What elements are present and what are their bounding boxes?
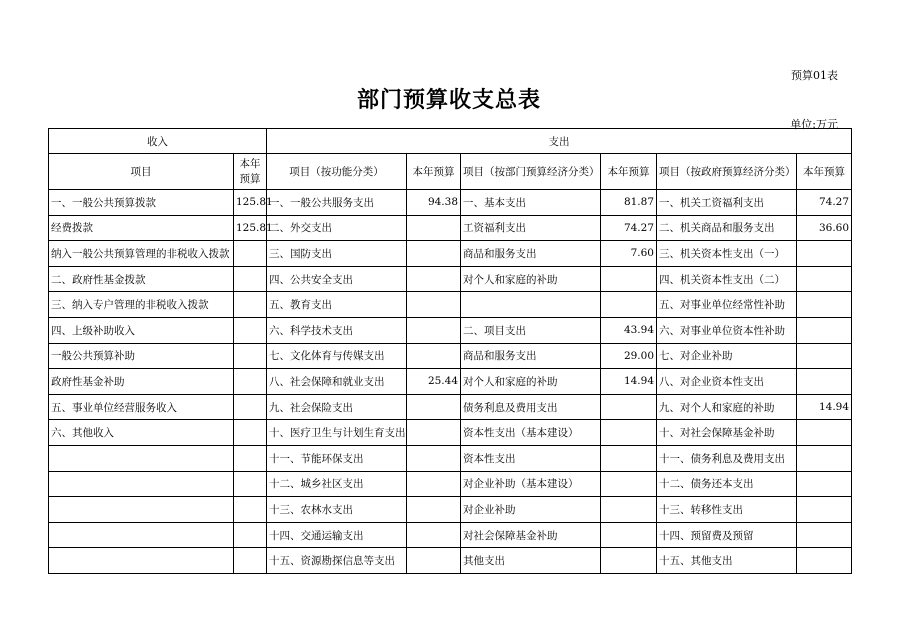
dept-item-cell (461, 292, 601, 318)
func-item-cell: 三、国防支出 (267, 241, 407, 267)
dept-item-cell: 对企业补助 (461, 497, 601, 523)
func-budget-cell (407, 420, 461, 446)
gov-item-cell: 十三、转移性支出 (657, 497, 797, 523)
table-row (49, 548, 852, 574)
gov-item-cell: 十一、债务利息及费用支出 (657, 445, 797, 471)
header-row-2 (49, 154, 852, 190)
dept-budget-cell: 74.27 (601, 215, 657, 241)
income-budget-cell (234, 394, 267, 420)
income-item-cell: 四、上级补助收入 (49, 317, 234, 343)
gov-budget-cell (797, 471, 852, 497)
gov-budget-cell (797, 369, 852, 395)
table-row (49, 317, 852, 343)
dept-item-header: 项目（按部门预算经济分类） (461, 154, 601, 190)
func-budget-cell (407, 548, 461, 574)
func-item-cell: 一、一般公共服务支出 (267, 190, 407, 216)
table-row (49, 215, 852, 241)
gov-item-cell: 五、对事业单位经常性补助 (657, 292, 797, 318)
table-row (49, 394, 852, 420)
income-budget-cell: 125.81 (234, 190, 267, 216)
table-row (49, 369, 852, 395)
func-item-cell: 七、文化体育与传媒支出 (267, 343, 407, 369)
gov-item-cell: 一、机关工资福利支出 (657, 190, 797, 216)
func-item-cell: 四、公共安全支出 (267, 266, 407, 292)
func-item-cell: 十二、城乡社区支出 (267, 471, 407, 497)
income-budget-cell (234, 292, 267, 318)
income-budget-cell (234, 471, 267, 497)
income-budget-cell (234, 445, 267, 471)
gov-item-cell: 七、对企业补助 (657, 343, 797, 369)
func-budget-cell (407, 445, 461, 471)
func-budget-cell (407, 292, 461, 318)
dept-budget-cell: 14.94 (601, 369, 657, 395)
income-item-cell: 政府性基金补助 (49, 369, 234, 395)
dept-budget-cell (601, 266, 657, 292)
func-budget-header: 本年预算 (407, 154, 461, 190)
func-budget-cell (407, 215, 461, 241)
dept-item-cell: 资本性支出（基本建设） (461, 420, 601, 446)
income-budget-header: 本年预算 (234, 154, 267, 190)
func-budget-cell: 25.44 (407, 369, 461, 395)
income-item-cell: 二、政府性基金拨款 (49, 266, 234, 292)
dept-budget-cell: 7.60 (601, 241, 657, 267)
func-item-cell: 二、外交支出 (267, 215, 407, 241)
dept-budget-cell (601, 497, 657, 523)
dept-item-cell: 一、基本支出 (461, 190, 601, 216)
dept-item-cell: 二、项目支出 (461, 317, 601, 343)
func-budget-cell (407, 241, 461, 267)
gov-item-cell: 八、对企业资本性支出 (657, 369, 797, 395)
func-item-cell: 十四、交通运输支出 (267, 522, 407, 548)
dept-budget-header: 本年预算 (601, 154, 657, 190)
gov-budget-cell (797, 292, 852, 318)
gov-item-header: 项目（按政府预算经济分类） (657, 154, 797, 190)
income-budget-cell (234, 420, 267, 446)
table-row (49, 343, 852, 369)
expense-header: 支出 (267, 129, 852, 154)
income-item-cell: 经费拨款 (49, 215, 234, 241)
dept-budget-cell: 81.87 (601, 190, 657, 216)
dept-item-cell: 对个人和家庭的补助 (461, 369, 601, 395)
income-item-cell: 纳入一般公共预算管理的非税收入拨款 (49, 241, 234, 267)
income-item-cell (49, 548, 234, 574)
income-item-cell (49, 497, 234, 523)
unit-label: 单位:万元 (790, 118, 838, 131)
func-item-cell: 五、教育支出 (267, 292, 407, 318)
dept-budget-cell: 43.94 (601, 317, 657, 343)
table-row (49, 497, 852, 523)
page-title: 部门预算收支总表 (356, 87, 541, 113)
header-row-1 (49, 129, 852, 154)
income-budget-cell (234, 343, 267, 369)
table-row (49, 241, 852, 267)
dept-budget-cell (601, 471, 657, 497)
gov-budget-cell (797, 522, 852, 548)
func-item-cell: 十三、农林水支出 (267, 497, 407, 523)
gov-budget-cell: 36.60 (797, 215, 852, 241)
income-header: 收入 (49, 129, 267, 154)
dept-budget-cell (601, 394, 657, 420)
table-row (49, 190, 852, 216)
gov-budget-cell (797, 317, 852, 343)
func-budget-cell (407, 266, 461, 292)
income-budget-cell (234, 548, 267, 574)
dept-item-cell: 对企业补助（基本建设） (461, 471, 601, 497)
dept-budget-cell (601, 548, 657, 574)
gov-item-cell: 十五、其他支出 (657, 548, 797, 574)
income-item-cell (49, 445, 234, 471)
func-budget-cell: 94.38 (407, 190, 461, 216)
func-budget-cell (407, 471, 461, 497)
gov-item-cell: 十四、预留费及预留 (657, 522, 797, 548)
table-row (49, 445, 852, 471)
income-item-cell (49, 522, 234, 548)
gov-budget-header: 本年预算 (797, 154, 852, 190)
dept-budget-cell (601, 522, 657, 548)
dept-item-cell: 债务利息及费用支出 (461, 394, 601, 420)
table-row (49, 292, 852, 318)
gov-budget-cell (797, 241, 852, 267)
func-item-cell: 八、社会保障和就业支出 (267, 369, 407, 395)
gov-budget-cell: 14.94 (797, 394, 852, 420)
dept-item-cell: 商品和服务支出 (461, 343, 601, 369)
gov-item-cell: 三、机关资本性支出（一） (657, 241, 797, 267)
income-item-cell (49, 471, 234, 497)
income-item-cell: 三、纳入专户管理的非税收入拨款 (49, 292, 234, 318)
dept-budget-cell (601, 292, 657, 318)
func-budget-cell (407, 343, 461, 369)
income-item-cell: 一般公共预算补助 (49, 343, 234, 369)
gov-item-cell: 二、机关商品和服务支出 (657, 215, 797, 241)
income-budget-cell (234, 369, 267, 395)
func-item-header: 项目（按功能分类） (267, 154, 407, 190)
income-budget-cell (234, 522, 267, 548)
gov-item-cell: 四、机关资本性支出（二） (657, 266, 797, 292)
gov-budget-cell: 74.27 (797, 190, 852, 216)
dept-item-cell: 资本性支出 (461, 445, 601, 471)
gov-item-cell: 六、对事业单位资本性补助 (657, 317, 797, 343)
gov-budget-cell (797, 548, 852, 574)
income-item-cell: 一、一般公共预算拨款 (49, 190, 234, 216)
dept-item-cell: 商品和服务支出 (461, 241, 601, 267)
func-item-cell: 九、社会保险支出 (267, 394, 407, 420)
income-budget-cell (234, 497, 267, 523)
func-budget-cell (407, 317, 461, 343)
income-item-cell: 五、事业单位经营服务收入 (49, 394, 234, 420)
dept-item-cell: 对社会保障基金补助 (461, 522, 601, 548)
gov-budget-cell (797, 266, 852, 292)
func-budget-cell (407, 522, 461, 548)
func-item-cell: 六、科学技术支出 (267, 317, 407, 343)
gov-item-cell: 十二、债务还本支出 (657, 471, 797, 497)
income-item-header: 项目 (49, 154, 234, 190)
table-row (49, 471, 852, 497)
gov-item-cell: 九、对个人和家庭的补助 (657, 394, 797, 420)
table-number: 预算01表 (791, 69, 838, 82)
dept-budget-cell: 29.00 (601, 343, 657, 369)
func-item-cell: 十一、节能环保支出 (267, 445, 407, 471)
dept-item-cell: 其他支出 (461, 548, 601, 574)
func-budget-cell (407, 394, 461, 420)
func-item-cell: 十五、资源勘探信息等支出 (267, 548, 407, 574)
table-row (49, 420, 852, 446)
income-budget-cell (234, 266, 267, 292)
table-row (49, 522, 852, 548)
gov-budget-cell (797, 497, 852, 523)
func-budget-cell (407, 497, 461, 523)
income-budget-cell (234, 241, 267, 267)
dept-item-cell: 对个人和家庭的补助 (461, 266, 601, 292)
income-budget-cell: 125.81 (234, 215, 267, 241)
gov-budget-cell (797, 343, 852, 369)
budget-summary-table (48, 128, 852, 574)
gov-item-cell: 十、对社会保障基金补助 (657, 420, 797, 446)
dept-budget-cell (601, 445, 657, 471)
gov-budget-cell (797, 420, 852, 446)
dept-item-cell: 工资福利支出 (461, 215, 601, 241)
income-item-cell: 六、其他收入 (49, 420, 234, 446)
dept-budget-cell (601, 420, 657, 446)
gov-budget-cell (797, 445, 852, 471)
income-budget-cell (234, 317, 267, 343)
func-item-cell: 十、医疗卫生与计划生育支出 (267, 420, 407, 446)
table-row (49, 266, 852, 292)
